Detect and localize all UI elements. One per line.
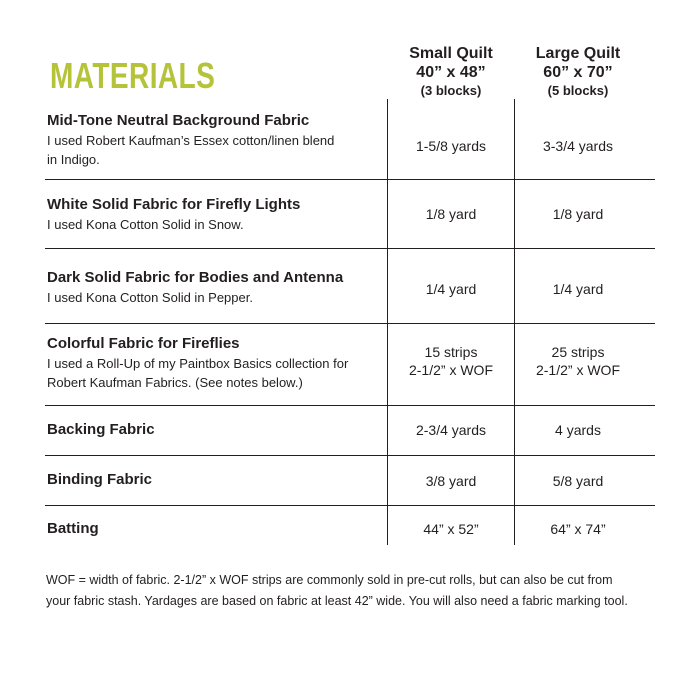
fabric-name: Backing Fabric <box>47 421 155 438</box>
table-row <box>47 111 334 169</box>
small-quilt-amount <box>388 343 514 379</box>
table-row <box>47 470 152 490</box>
fabric-note: I used a Roll-Up of my Paintbox Basics collection for <box>47 356 349 371</box>
large-quilt-amount: 1/4 yard <box>552 281 604 297</box>
footnote-line: your fabric stash. Yardages are based on fabric at least 42” wide. You will also need a fabric marking tool. <box>46 594 628 608</box>
row-divider <box>45 179 655 180</box>
column-blocks: (5 blocks) <box>547 83 609 98</box>
table-row <box>47 268 343 307</box>
fabric-note: Robert Kaufman Fabrics. (See notes below.) <box>47 375 303 390</box>
fabric-name: Mid-Tone Neutral Background Fabric <box>47 112 310 129</box>
large-quilt-amount: 4 yards <box>555 422 601 438</box>
large-quilt-amount <box>515 343 641 379</box>
amount-line: 25 strips <box>551 344 605 360</box>
small-quilt-amount: 2-3/4 yards <box>415 422 487 438</box>
row-divider <box>45 455 655 456</box>
column-blocks: (3 blocks) <box>420 83 482 98</box>
row-divider <box>45 405 655 406</box>
page-title: MATERIALS <box>50 55 216 96</box>
table-row <box>47 195 300 234</box>
large-quilt-amount: 3-3/4 yards <box>542 138 614 154</box>
fabric-note: I used Robert Kaufman’s Essex cotton/linen blend <box>47 133 335 148</box>
fabric-note: I used Kona Cotton Solid in Snow. <box>47 217 244 232</box>
large-quilt-amount: 64” x 74” <box>550 521 606 537</box>
large-quilt-amount: 1/8 yard <box>552 206 604 222</box>
fabric-note: I used Kona Cotton Solid in Pepper. <box>47 290 253 305</box>
table-row <box>47 519 99 539</box>
small-quilt-amount: 1/8 yard <box>425 206 477 222</box>
row-divider <box>45 505 655 506</box>
fabric-name: Batting <box>47 520 99 537</box>
amount-line: 2-1/2” x WOF <box>535 362 620 378</box>
column-name: Small Quilt <box>409 45 493 62</box>
fabric-note: in Indigo. <box>47 152 100 167</box>
amount-line: 15 strips <box>424 344 478 360</box>
footnote <box>46 570 656 612</box>
amount-line: 2-1/2” x WOF <box>408 362 493 378</box>
column-header-large-quilt <box>515 44 641 100</box>
fabric-name: White Solid Fabric for Firefly Lights <box>47 196 301 213</box>
column-header-small-quilt <box>388 44 514 100</box>
large-quilt-amount: 5/8 yard <box>552 473 604 489</box>
row-divider <box>45 248 655 249</box>
row-divider <box>45 323 655 324</box>
column-size: 60” x 70” <box>543 64 613 81</box>
small-quilt-amount: 44” x 52” <box>423 521 479 537</box>
small-quilt-amount: 1/4 yard <box>425 281 477 297</box>
small-quilt-amount: 3/8 yard <box>425 473 477 489</box>
small-quilt-amount: 1-5/8 yards <box>415 138 487 154</box>
fabric-name: Colorful Fabric for Fireflies <box>47 335 240 352</box>
column-name: Large Quilt <box>535 45 621 62</box>
table-row <box>47 420 155 440</box>
fabric-name: Dark Solid Fabric for Bodies and Antenna <box>47 269 344 286</box>
footnote-line: WOF = width of fabric. 2-1/2” x WOF strips are commonly sold in pre-cut rolls, but can also be cut from <box>46 573 613 587</box>
fabric-name: Binding Fabric <box>47 471 152 488</box>
table-row <box>47 334 348 392</box>
column-size: 40” x 48” <box>416 64 486 81</box>
